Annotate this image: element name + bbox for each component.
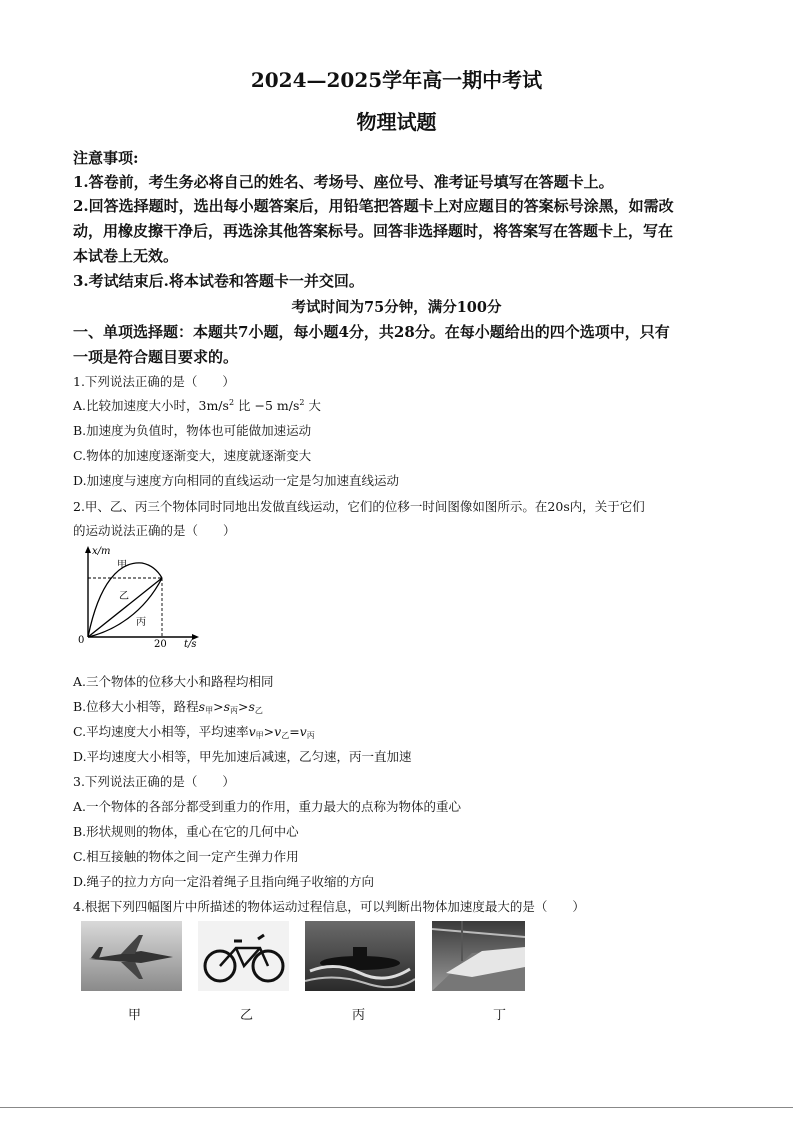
q2-c-sub3: 丙 (306, 731, 315, 740)
q2-c-v1: v (248, 724, 256, 739)
q1-option-a (73, 396, 321, 414)
caption-jia: 甲 (128, 1008, 142, 1023)
q2-stem-line1: 2.甲、乙、丙三个物体同时同地出发做直线运动，它们的位移一时间图像如图所示。在20s内，关于它们 (73, 499, 645, 514)
q2-b-sub3: 乙 (254, 706, 263, 715)
q2-option-c (73, 722, 315, 741)
q4-stem: 4.根据下列四幅图片中所描述的物体运动过程信息，可以判断出物体加速度最大的是（ ） (73, 899, 585, 914)
photo-bicycle (198, 921, 289, 991)
q2-xt-graph (74, 543, 204, 651)
q2-option-b (73, 697, 263, 716)
q2-b-s3: >s (237, 699, 255, 714)
t-end-label: 20 (154, 639, 167, 650)
q1-a-mid: 比 −5 m/s (234, 398, 300, 413)
time-info: 考试时间为75分钟，满分100分 (291, 299, 502, 316)
q2-c-v3: =v (289, 724, 307, 739)
y-axis-label: x/m (92, 546, 111, 557)
q2-option-d: D.平均速度大小相等，甲先加速后减速，乙匀速，丙一直加速 (73, 749, 412, 764)
q1-stem: 1.下列说法正确的是（ ） (73, 374, 235, 389)
q2-c-sub2: 乙 (281, 731, 290, 740)
q2-stem-line2: 的运动说法正确的是（ ） (73, 523, 236, 538)
q2-b-sub1: 甲 (205, 706, 214, 715)
q2-b-s2: >s (213, 699, 230, 714)
notes-heading: 注意事项: (73, 149, 139, 167)
caption-bing: 丙 (352, 1008, 366, 1023)
q2-option-a: A.三个物体的位移大小和路程均相同 (73, 674, 274, 689)
section1-heading-line2: 一项是符合题目要求的。 (73, 348, 239, 366)
q2-b-sub2: 丙 (229, 706, 238, 715)
label-jia: 甲 (117, 560, 127, 571)
caption-ding: 丁 (493, 1008, 507, 1023)
q3-stem: 3.下列说法正确的是（ ） (73, 774, 235, 789)
exam-title: 2024—2025学年高一期中考试 (250, 68, 543, 92)
q2-c-v2: >v (263, 724, 282, 739)
note-1: 1.答卷前，考生务必将自己的姓名、考场号、座位号、准考证号填写在答题卡上。 (73, 173, 614, 191)
q1-option-d: D.加速度与速度方向相同的直线运动一定是匀加速直线运动 (73, 473, 400, 488)
photo-jet (81, 921, 182, 991)
q1-option-c: C.物体的加速度逐渐变大，速度就逐渐变大 (73, 448, 312, 463)
q1-option-b: B.加速度为负值时，物体也可能做加速运动 (73, 423, 312, 438)
note-2-line3: 本试卷上无效。 (73, 247, 179, 265)
label-yi: 乙 (119, 591, 129, 602)
train-icon (432, 921, 525, 991)
x-axis-label: t/s (184, 639, 197, 650)
y-axis-arrow (85, 546, 91, 553)
q2-b-s1: s (198, 699, 206, 714)
caption-yi: 乙 (240, 1008, 254, 1023)
page-bottom-rule (0, 1107, 793, 1108)
q3-option-d: D.绳子的拉力方向一定沿着绳子且指向绳子收缩的方向 (73, 874, 375, 889)
q1-a-sup1: 2 (228, 397, 235, 407)
label-bing: 丙 (136, 617, 146, 628)
note-2-line2: 动，用橡皮擦干净后，再选涂其他答案标号。回答非选择题时，将答案写在答题卡上，写在 (73, 222, 674, 240)
bicycle-icon (198, 921, 289, 991)
q2-c-pre: C.平均速度大小相等，平均速率 (73, 724, 249, 739)
q3-option-c: C.相互接触的物体之间一定产生弹力作用 (73, 849, 299, 864)
note-3: 3.考试结束后.将本试卷和答题卡一并交回。 (73, 272, 364, 290)
q3-option-b: B.形状规则的物体，重心在它的几何中心 (73, 824, 299, 839)
exam-subtitle: 物理试题 (356, 110, 437, 134)
q2-c-sub1: 甲 (255, 731, 264, 740)
q1-a-post: 大 (304, 398, 321, 413)
photo-train (432, 921, 525, 991)
section1-heading-line1: 一、单项选择题：本题共7小题，每小题4分，共28分。在每小题给出的四个选项中，只有 (73, 323, 670, 341)
origin-label: 0 (78, 635, 85, 646)
photo-submarine (305, 921, 415, 991)
q2-b-pre: B.位移大小相等，路程 (73, 699, 199, 714)
q3-option-a: A.一个物体的各部分都受到重力的作用，重力最大的点称为物体的重心 (73, 799, 462, 814)
jet-icon (81, 921, 182, 991)
note-2-line1: 2.回答选择题时，选出每小题答案后，用铅笔把答题卡上对应题目的答案标号涂黑，如需改 (73, 197, 674, 215)
submarine-icon (305, 921, 415, 991)
q1-a-pre: A.比较加速度大小时，3m/s (73, 398, 229, 413)
line-yi (88, 578, 162, 637)
q1-a-sup2: 2 (299, 397, 305, 407)
